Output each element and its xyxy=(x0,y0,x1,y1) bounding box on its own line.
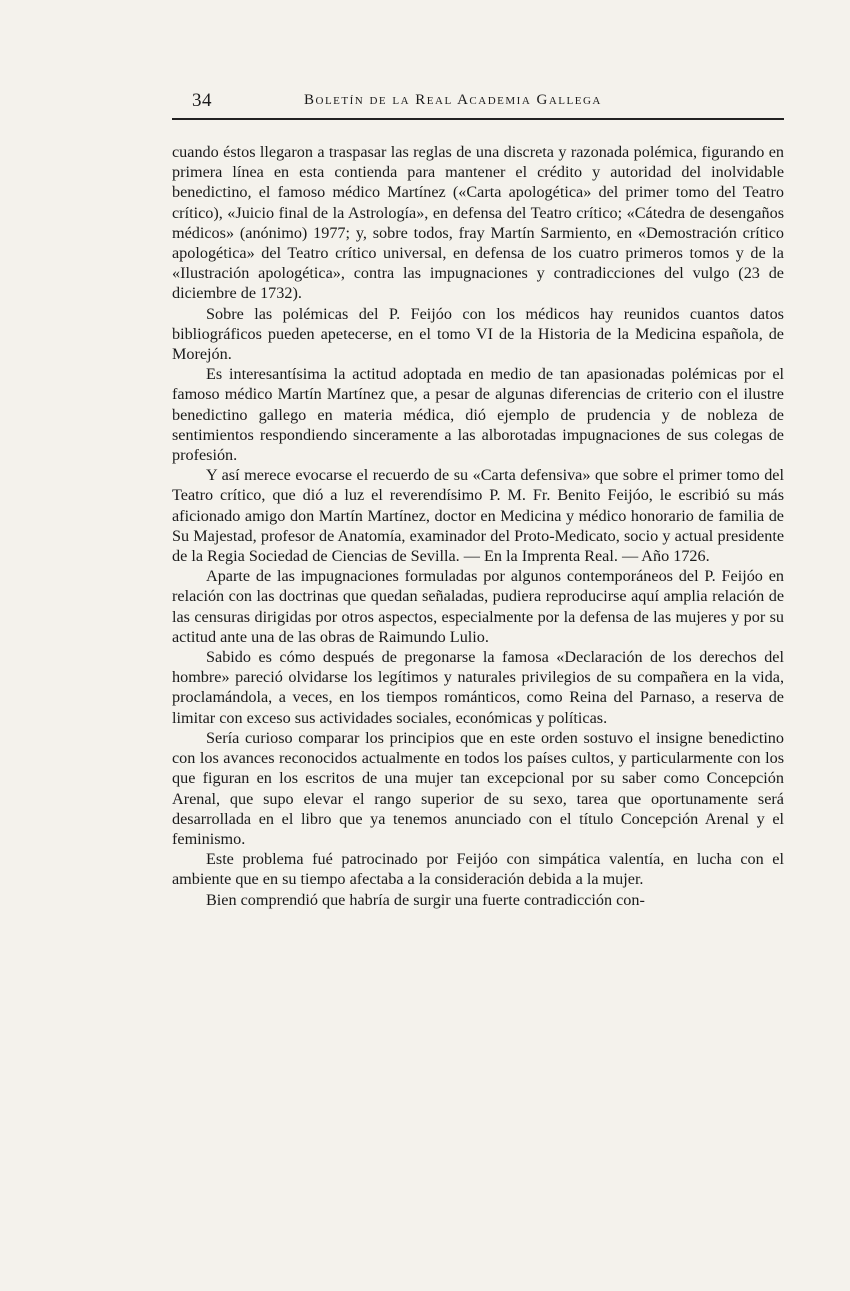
paragraph-continuation: cuando éstos llegaron a traspasar las reglas de una discreta y razonada polémica, figurando en primera línea en esta contienda para mantener el crédito y autoridad del inolvidable benedictino, el famoso médico Martínez («Carta apologética» del primer tomo del Teatro crítico), «Juicio final de la Astrología», en defensa del Teatro crítico; «Cátedra de desengaños médicos» (anónimo) 1977; y, sobre todos, fray Martín Sarmiento, en «Demostración crítico apologética» del Teatro crítico universal, en defensa de los cuatro primeros tomos y de la «Ilustración apologética», contra las impugnaciones y contradicciones del vulgo (23 de diciembre de 1732). xyxy=(172,143,784,303)
page-header xyxy=(172,88,784,120)
paragraph: Aparte de las impugnaciones formuladas por algunos contemporáneos del P. Feijóo en relación con las doctrinas que quedan señaladas, pudiera reproducirse aquí amplia relación de las censuras dirigidas por otros aspectos, especialmente por la defensa de las mujeres y por su actitud ante una de las obras de Raimundo Lulio. xyxy=(172,567,784,646)
running-title: Boletín de la Real Academia Gallega xyxy=(304,92,602,108)
paragraph: Este problema fué patrocinado por Feijóo con simpática valentía, en lucha con el ambiente que en su tiempo afectaba a la consideración debida a la mujer. xyxy=(172,850,784,889)
paragraph: Y así merece evocarse el recuerdo de su «Carta defensiva» que sobre el primer tomo del Teatro crítico, que dió a luz el reverendísimo P. M. Fr. Benito Feijóo, le escribió su más aficionado amigo don Martín Martínez, doctor en Medicina y médico honorario de familia de Su Majestad, profesor de Anatomía, examinador del Proto-Medicato, socio y actual presidente de la Regia Sociedad de Ciencias de Sevilla. — En la Imprenta Real. — Año 1726. xyxy=(172,466,784,566)
page-number: 34 xyxy=(192,90,212,111)
paragraph: Sería curioso comparar los principios que en este orden sostuvo el insigne benedictino con los avances reconocidos actualmente en todos los países cultos, y particularmente con los que figuran en los escritos de una mujer tan excepcional por su saber como Concepción Arenal, que supo elevar el rango superior de su sexo, tarea que oportunamente será desarrollada en el libro que ya tenemos anunciado con el título Concepción Arenal y el feminismo. xyxy=(172,728,784,848)
paragraph: Sabido es cómo después de pregonarse la famosa «Declaración de los derechos del hombre» pareció olvidarse los legítimos y naturales privilegios de su compañera en la vida, proclamándola, a veces, en los tiempos románticos, como Reina del Parnaso, a reserva de limitar con exceso sus actividades sociales, económicas y políticas. xyxy=(172,648,784,727)
body-text xyxy=(172,142,784,910)
paragraph: Bien comprendió que habría de surgir una fuerte contradicción con- xyxy=(206,890,645,909)
paragraph: Sobre las polémicas del P. Feijóo con los médicos hay reunidos cuantos datos bibliográficos pueden apetecerse, en el tomo VI de la Historia de la Medicina española, de Morejón. xyxy=(172,304,784,364)
paragraph: Es interesantísima la actitud adoptada en medio de tan apasionadas polémicas por el famoso médico Martín Martínez que, a pesar de algunas diferencias de criterio con el ilustre benedictino gallego en materia médica, dió ejemplo de prudencia y de nobleza de sentimientos respondiendo sinceramente a las alborotadas impugnaciones de sus colegas de profesión. xyxy=(172,365,784,465)
